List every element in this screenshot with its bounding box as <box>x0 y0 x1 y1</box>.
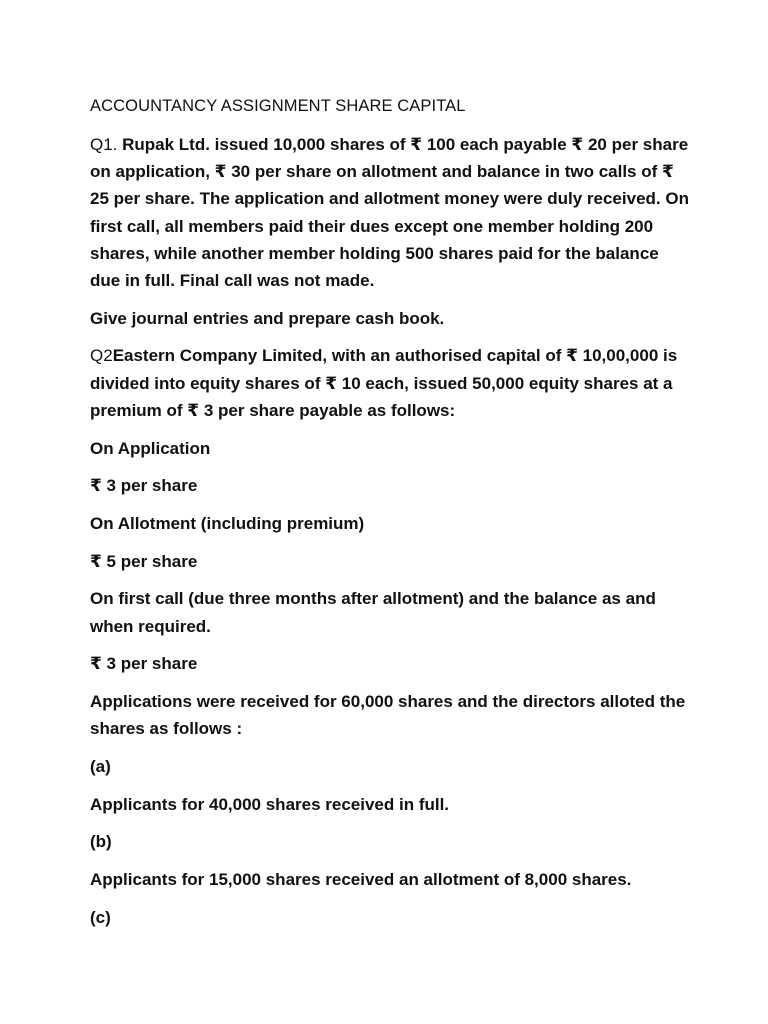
question-2-text: Eastern Company Limited, with an authorised capital of ₹ 10,00,000 is divided into equity shares of ₹ 10 each, issued 50,000 equity shares at a premium of ₹ 3 per share payable as follows: <box>90 346 678 420</box>
schedule-line: On Allotment (including premium) <box>90 513 365 533</box>
allotment-item: Applicants for 40,000 shares received in full. <box>90 794 450 814</box>
question-2-label: Q2 <box>90 346 113 366</box>
question-1-instruction: Give journal entries and prepare cash book. <box>90 308 445 328</box>
question-1 <box>90 131 690 294</box>
schedule-line: On Application <box>90 438 211 458</box>
allotment-item: (a) <box>90 756 111 776</box>
schedule-line: ₹ 5 per share <box>90 551 198 571</box>
schedule-line: On first call (due three months after allotment) and the balance as and when required. <box>90 589 656 636</box>
question-1-label: Q1. <box>90 135 123 154</box>
schedule-line: ₹ 3 per share <box>90 654 198 674</box>
allotment-item: (b) <box>90 832 112 852</box>
document-body <box>90 94 690 941</box>
question-2 <box>90 342 690 424</box>
question-1-text: Rupak Ltd. issued 10,000 shares of ₹ 100 each payable ₹ 20 per share on application, ₹ 30 per share on allotment and balance in two calls of ₹ 25 per share. The application and allotment money were duly received. On first call, all members paid their dues except one member holding 200 shares, while another member holding 500 shares paid for the balance due in full. Final call was not made. <box>90 135 689 291</box>
document-title: ACCOUNTANCY ASSIGNMENT SHARE CAPITAL <box>90 97 466 115</box>
allotment-item: Applicants for 15,000 shares received an allotment of 8,000 shares. <box>90 869 632 889</box>
allotment-item: (c) <box>90 907 111 927</box>
allotment-intro: Applications were received for 60,000 shares and the directors alloted the shares as follows : <box>90 691 686 739</box>
schedule-line: ₹ 3 per share <box>90 476 198 496</box>
